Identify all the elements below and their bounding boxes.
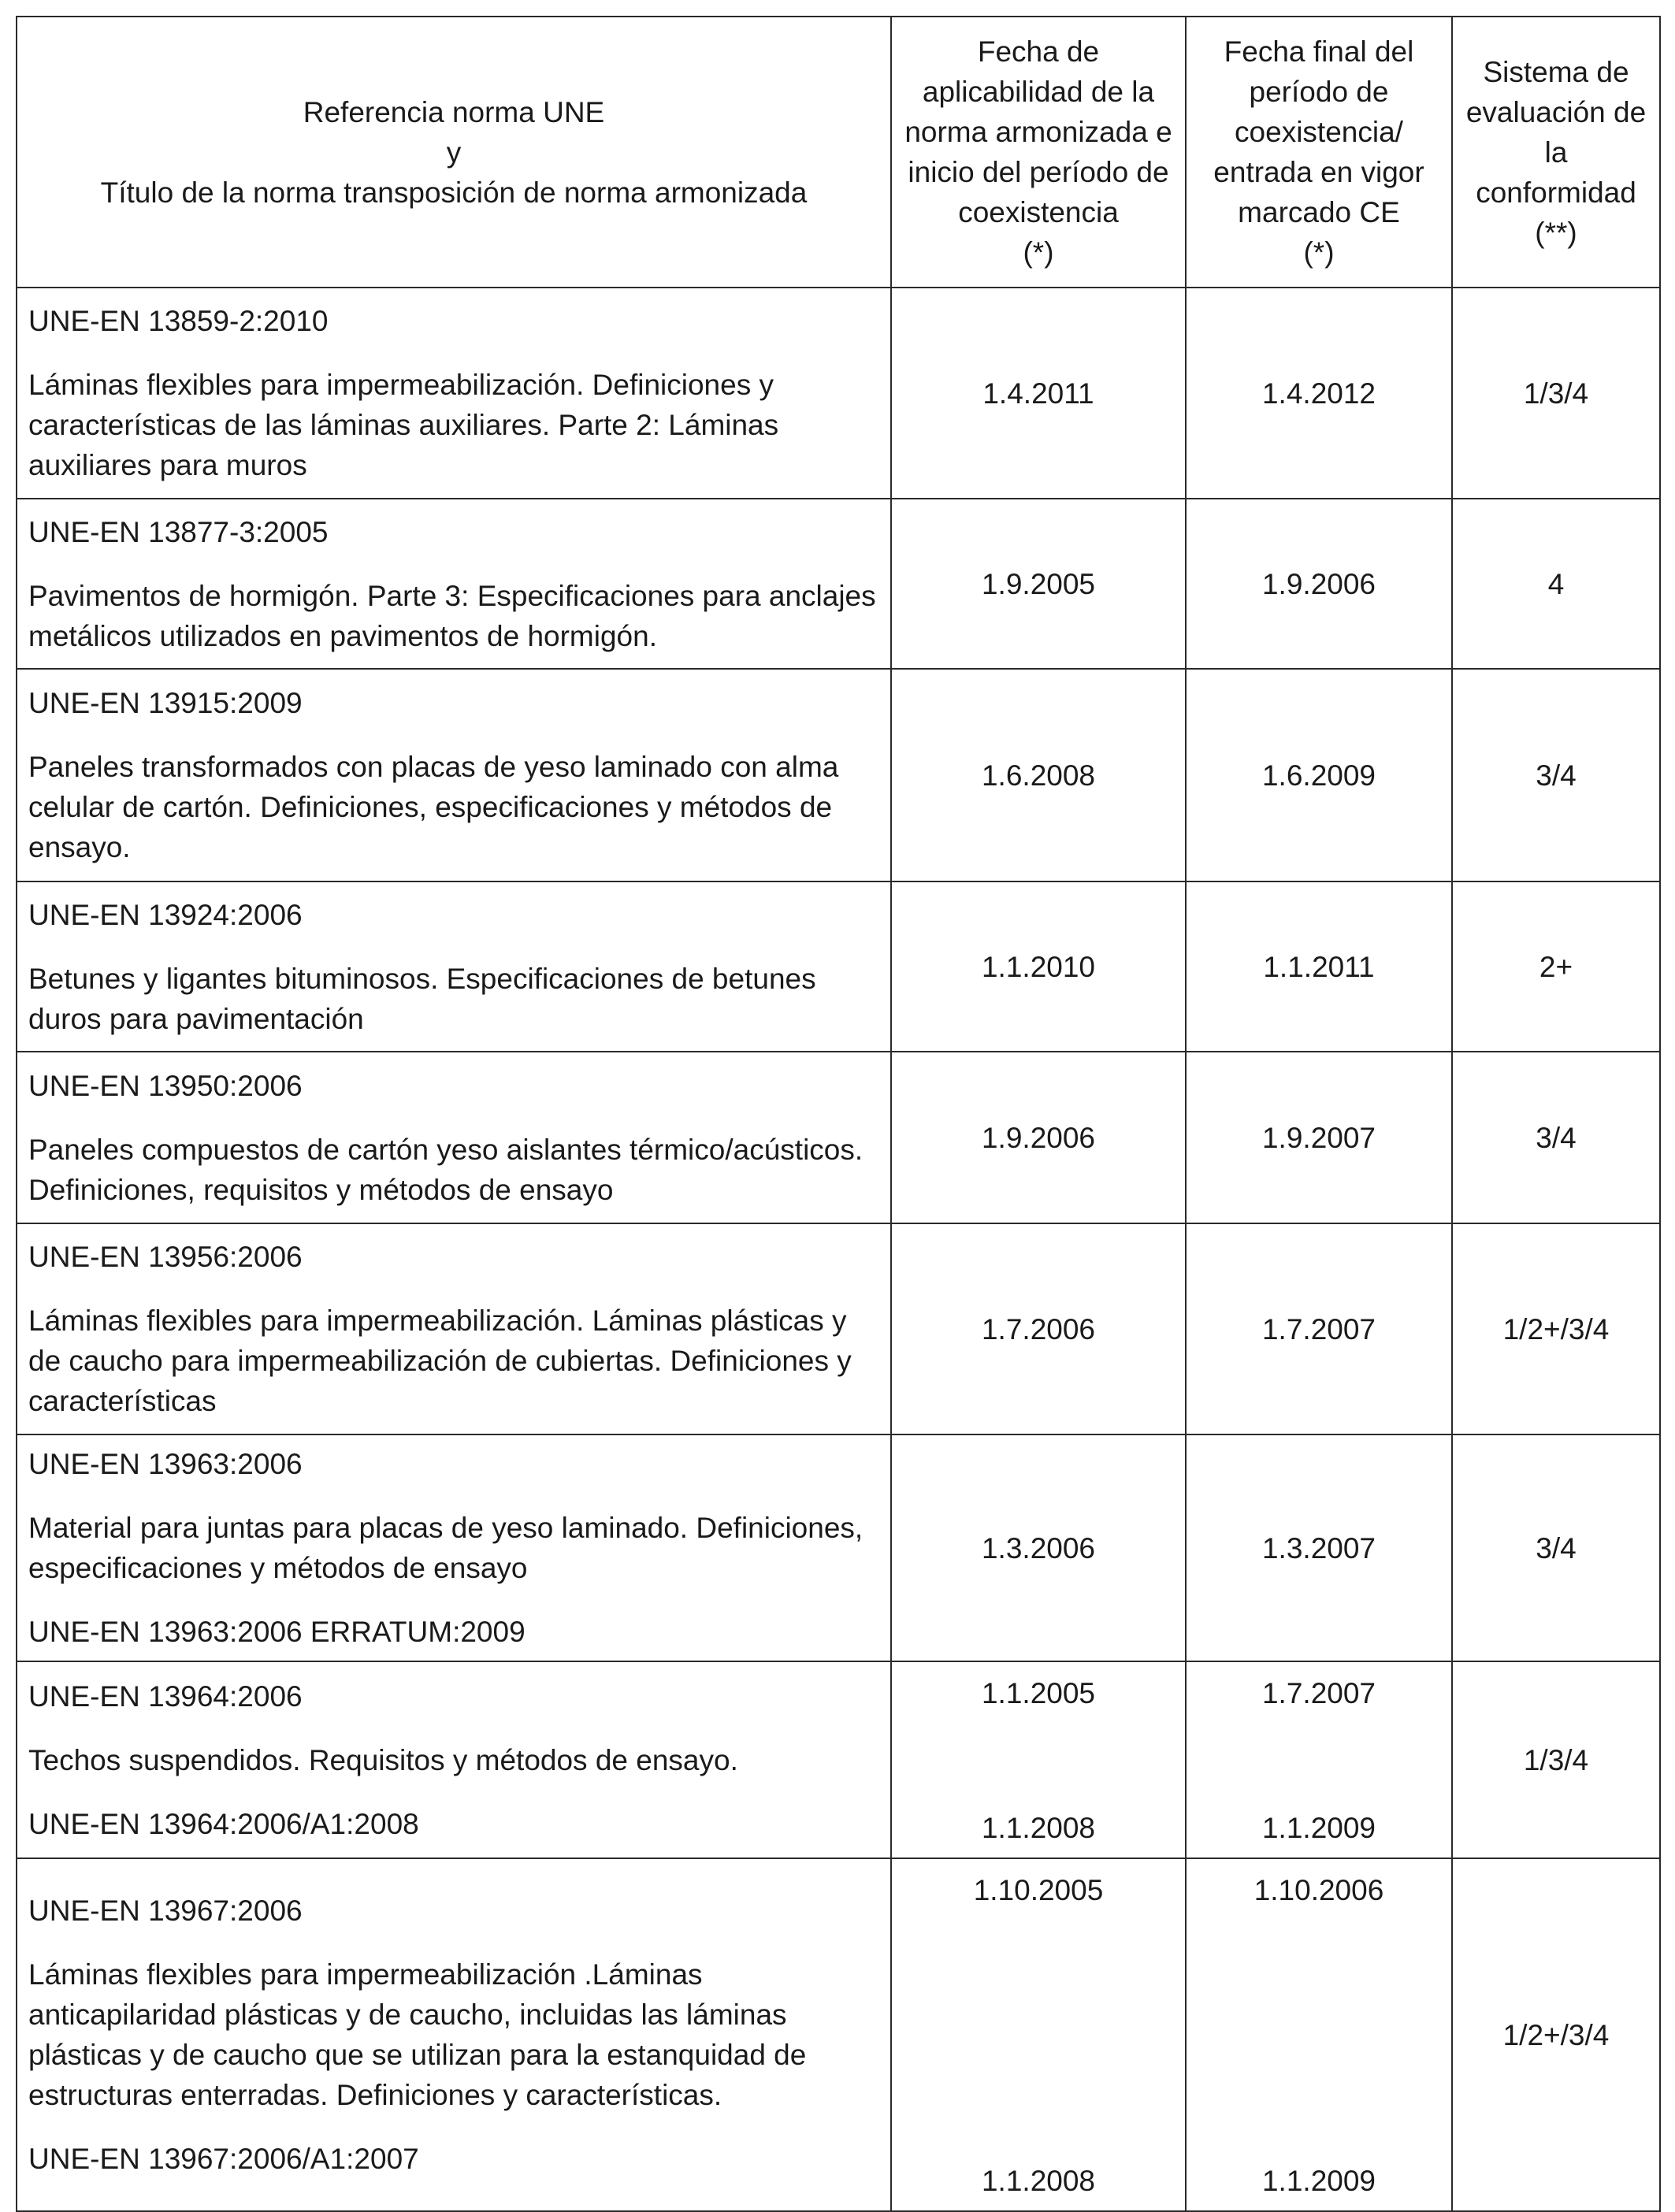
header-line: período de (1249, 76, 1389, 108)
standard-cell (17, 1858, 891, 2211)
erratum-reference: UNE-EN 13963:2006 ERRATUM:2009 (28, 1616, 526, 1648)
header-line: (**) (1535, 216, 1577, 249)
standard-title: Techos suspendidos. Requisitos y métodos de ensayo. (28, 1743, 738, 1776)
applicability-dates (891, 1858, 1186, 2211)
end-date: 1.3.2007 (1186, 1434, 1452, 1661)
standard-cell (17, 1223, 891, 1434)
header-line: Sistema de (1483, 55, 1629, 88)
header-line: (*) (1303, 236, 1335, 269)
amendment-reference: UNE-EN 13964:2006/A1:2008 (28, 1807, 419, 1840)
standard-title: Betunes y ligantes bituminosos. Especificaciones de betunes duros para pavimentación (28, 962, 816, 1035)
applicability-date: 1.10.2005 (973, 1874, 1104, 1906)
standard-title: Pavimentos de hormigón. Parte 3: Especificaciones para anclajes metálicos utilizados en pavimentos de hormigón. (28, 579, 876, 652)
standard-reference: UNE-EN 13956:2006 (28, 1241, 303, 1273)
header-line: norma armonizada e (904, 116, 1172, 148)
table-row (17, 669, 1660, 881)
header-line: aplicabilidad de la (922, 76, 1155, 108)
standard-cell (17, 499, 891, 669)
header-line: inicio del período de (908, 156, 1169, 188)
amendment-reference: UNE-EN 13967:2006/A1:2007 (28, 2143, 419, 2175)
evaluation-system: 3/4 (1452, 1052, 1660, 1223)
standard-title: Material para juntas para placas de yeso laminado. Definiciones, especificaciones y métodos de ensayo (28, 1512, 863, 1584)
applicability-date: 1.1.2010 (891, 881, 1186, 1052)
header-line: coexistencia/ (1235, 116, 1403, 148)
standard-reference: UNE-EN 13924:2006 (28, 898, 303, 931)
end-date: 1.4.2012 (1186, 288, 1452, 499)
table-row (17, 1434, 1660, 1661)
standard-title: Paneles compuestos de cartón yeso aislantes térmico/acústicos. Definiciones, requisitos y métodos de ensayo (28, 1133, 863, 1206)
table-row (17, 1052, 1660, 1223)
standard-title: Láminas flexibles para impermeabilización. Definiciones y características de las láminas auxiliares. Parte 2: Láminas auxiliares para muros (28, 369, 779, 481)
evaluation-system: 3/4 (1452, 1434, 1660, 1661)
standard-title: Láminas flexibles para impermeabilización. Láminas plásticas y de caucho para impermeabilización de cubiertas. Definiciones y características (28, 1305, 852, 1417)
header-line: Fecha final del (1224, 35, 1414, 68)
standard-cell (17, 1052, 891, 1223)
standard-title: Paneles transformados con placas de yeso laminado con alma celular de cartón. Definiciones, especificaciones y métodos de ensayo. (28, 751, 839, 863)
header-line: entrada en vigor (1213, 156, 1424, 188)
applicability-date: 1.4.2011 (891, 288, 1186, 499)
evaluation-system: 1/2+/3/4 (1452, 1223, 1660, 1434)
applicability-date: 1.3.2006 (891, 1434, 1186, 1661)
applicability-date: 1.1.2005 (981, 1677, 1096, 1709)
end-date: 1.6.2009 (1186, 669, 1452, 881)
standard-reference: UNE-EN 13877-3:2005 (28, 515, 329, 548)
header-line: coexistencia (958, 196, 1119, 228)
header-evaluation-system (1452, 17, 1660, 288)
end-date: 1.10.2006 (1253, 1874, 1384, 1906)
header-line: evaluación de (1465, 95, 1647, 128)
harmonized-standards-table (16, 16, 1661, 2212)
table-header-row (17, 17, 1660, 288)
end-date: 1.9.2006 (1186, 499, 1452, 669)
amendment-end-date: 1.1.2009 (1261, 1812, 1376, 1844)
header-line: marcado CE (1238, 196, 1400, 228)
evaluation-system: 4 (1452, 499, 1660, 669)
header-reference-title (17, 17, 891, 288)
header-line: la conformidad (1476, 135, 1636, 209)
applicability-date: 1.9.2006 (891, 1052, 1186, 1223)
evaluation-system: 1/3/4 (1452, 1661, 1660, 1858)
table-row (17, 499, 1660, 669)
standard-reference: UNE-EN 13963:2006 (28, 1448, 303, 1480)
standard-reference: UNE-EN 13915:2009 (28, 687, 303, 719)
evaluation-system: 1/2+/3/4 (1452, 1858, 1660, 2211)
table-row (17, 1858, 1660, 2211)
standard-reference: UNE-EN 13964:2006 (28, 1679, 303, 1713)
evaluation-system: 2+ (1452, 881, 1660, 1052)
standard-reference: UNE-EN 13967:2006 (28, 1895, 303, 1927)
amendment-applicability-date: 1.1.2008 (981, 2165, 1096, 2197)
header-applicability-date (891, 17, 1186, 288)
end-date: 1.7.2007 (1186, 1223, 1452, 1434)
end-dates (1186, 1661, 1452, 1858)
end-dates (1186, 1858, 1452, 2211)
table-row (17, 881, 1660, 1052)
applicability-date: 1.6.2008 (891, 669, 1186, 881)
amendment-applicability-date: 1.1.2008 (981, 1812, 1096, 1844)
end-date: 1.1.2011 (1186, 881, 1452, 1052)
standard-cell (17, 1434, 891, 1661)
standard-reference: UNE-EN 13859-2:2010 (28, 305, 329, 337)
table-row (17, 288, 1660, 499)
standard-cell (17, 881, 891, 1052)
header-end-date (1186, 17, 1452, 288)
applicability-date: 1.9.2005 (891, 499, 1186, 669)
evaluation-system: 1/3/4 (1452, 288, 1660, 499)
table-row (17, 1223, 1660, 1434)
header-and-line: y (446, 135, 462, 169)
header-line: Fecha de (977, 35, 1100, 68)
header-title-line: Título de la norma transposición de norma armonizada (100, 176, 808, 209)
header-line: (*) (1023, 236, 1054, 269)
applicability-date: 1.7.2006 (891, 1223, 1186, 1434)
amendment-end-date: 1.1.2009 (1261, 2165, 1376, 2197)
standard-cell (17, 669, 891, 881)
standard-reference: UNE-EN 13950:2006 (28, 1069, 303, 1102)
standard-cell (17, 1661, 891, 1858)
standard-cell (17, 288, 891, 499)
table-row (17, 1661, 1660, 1858)
evaluation-system: 3/4 (1452, 669, 1660, 881)
header-reference-line: Referencia norma UNE (303, 95, 605, 128)
standard-title: Láminas flexibles para impermeabilización .Láminas anticapilaridad plásticas y de caucho, incluidas las láminas plásticas y de caucho que se utilizan para la estanquidad de estructuras enterradas. Definiciones y características. (28, 1958, 807, 2111)
applicability-dates (891, 1661, 1186, 1858)
end-date: 1.9.2007 (1186, 1052, 1452, 1223)
end-date: 1.7.2007 (1261, 1677, 1376, 1709)
